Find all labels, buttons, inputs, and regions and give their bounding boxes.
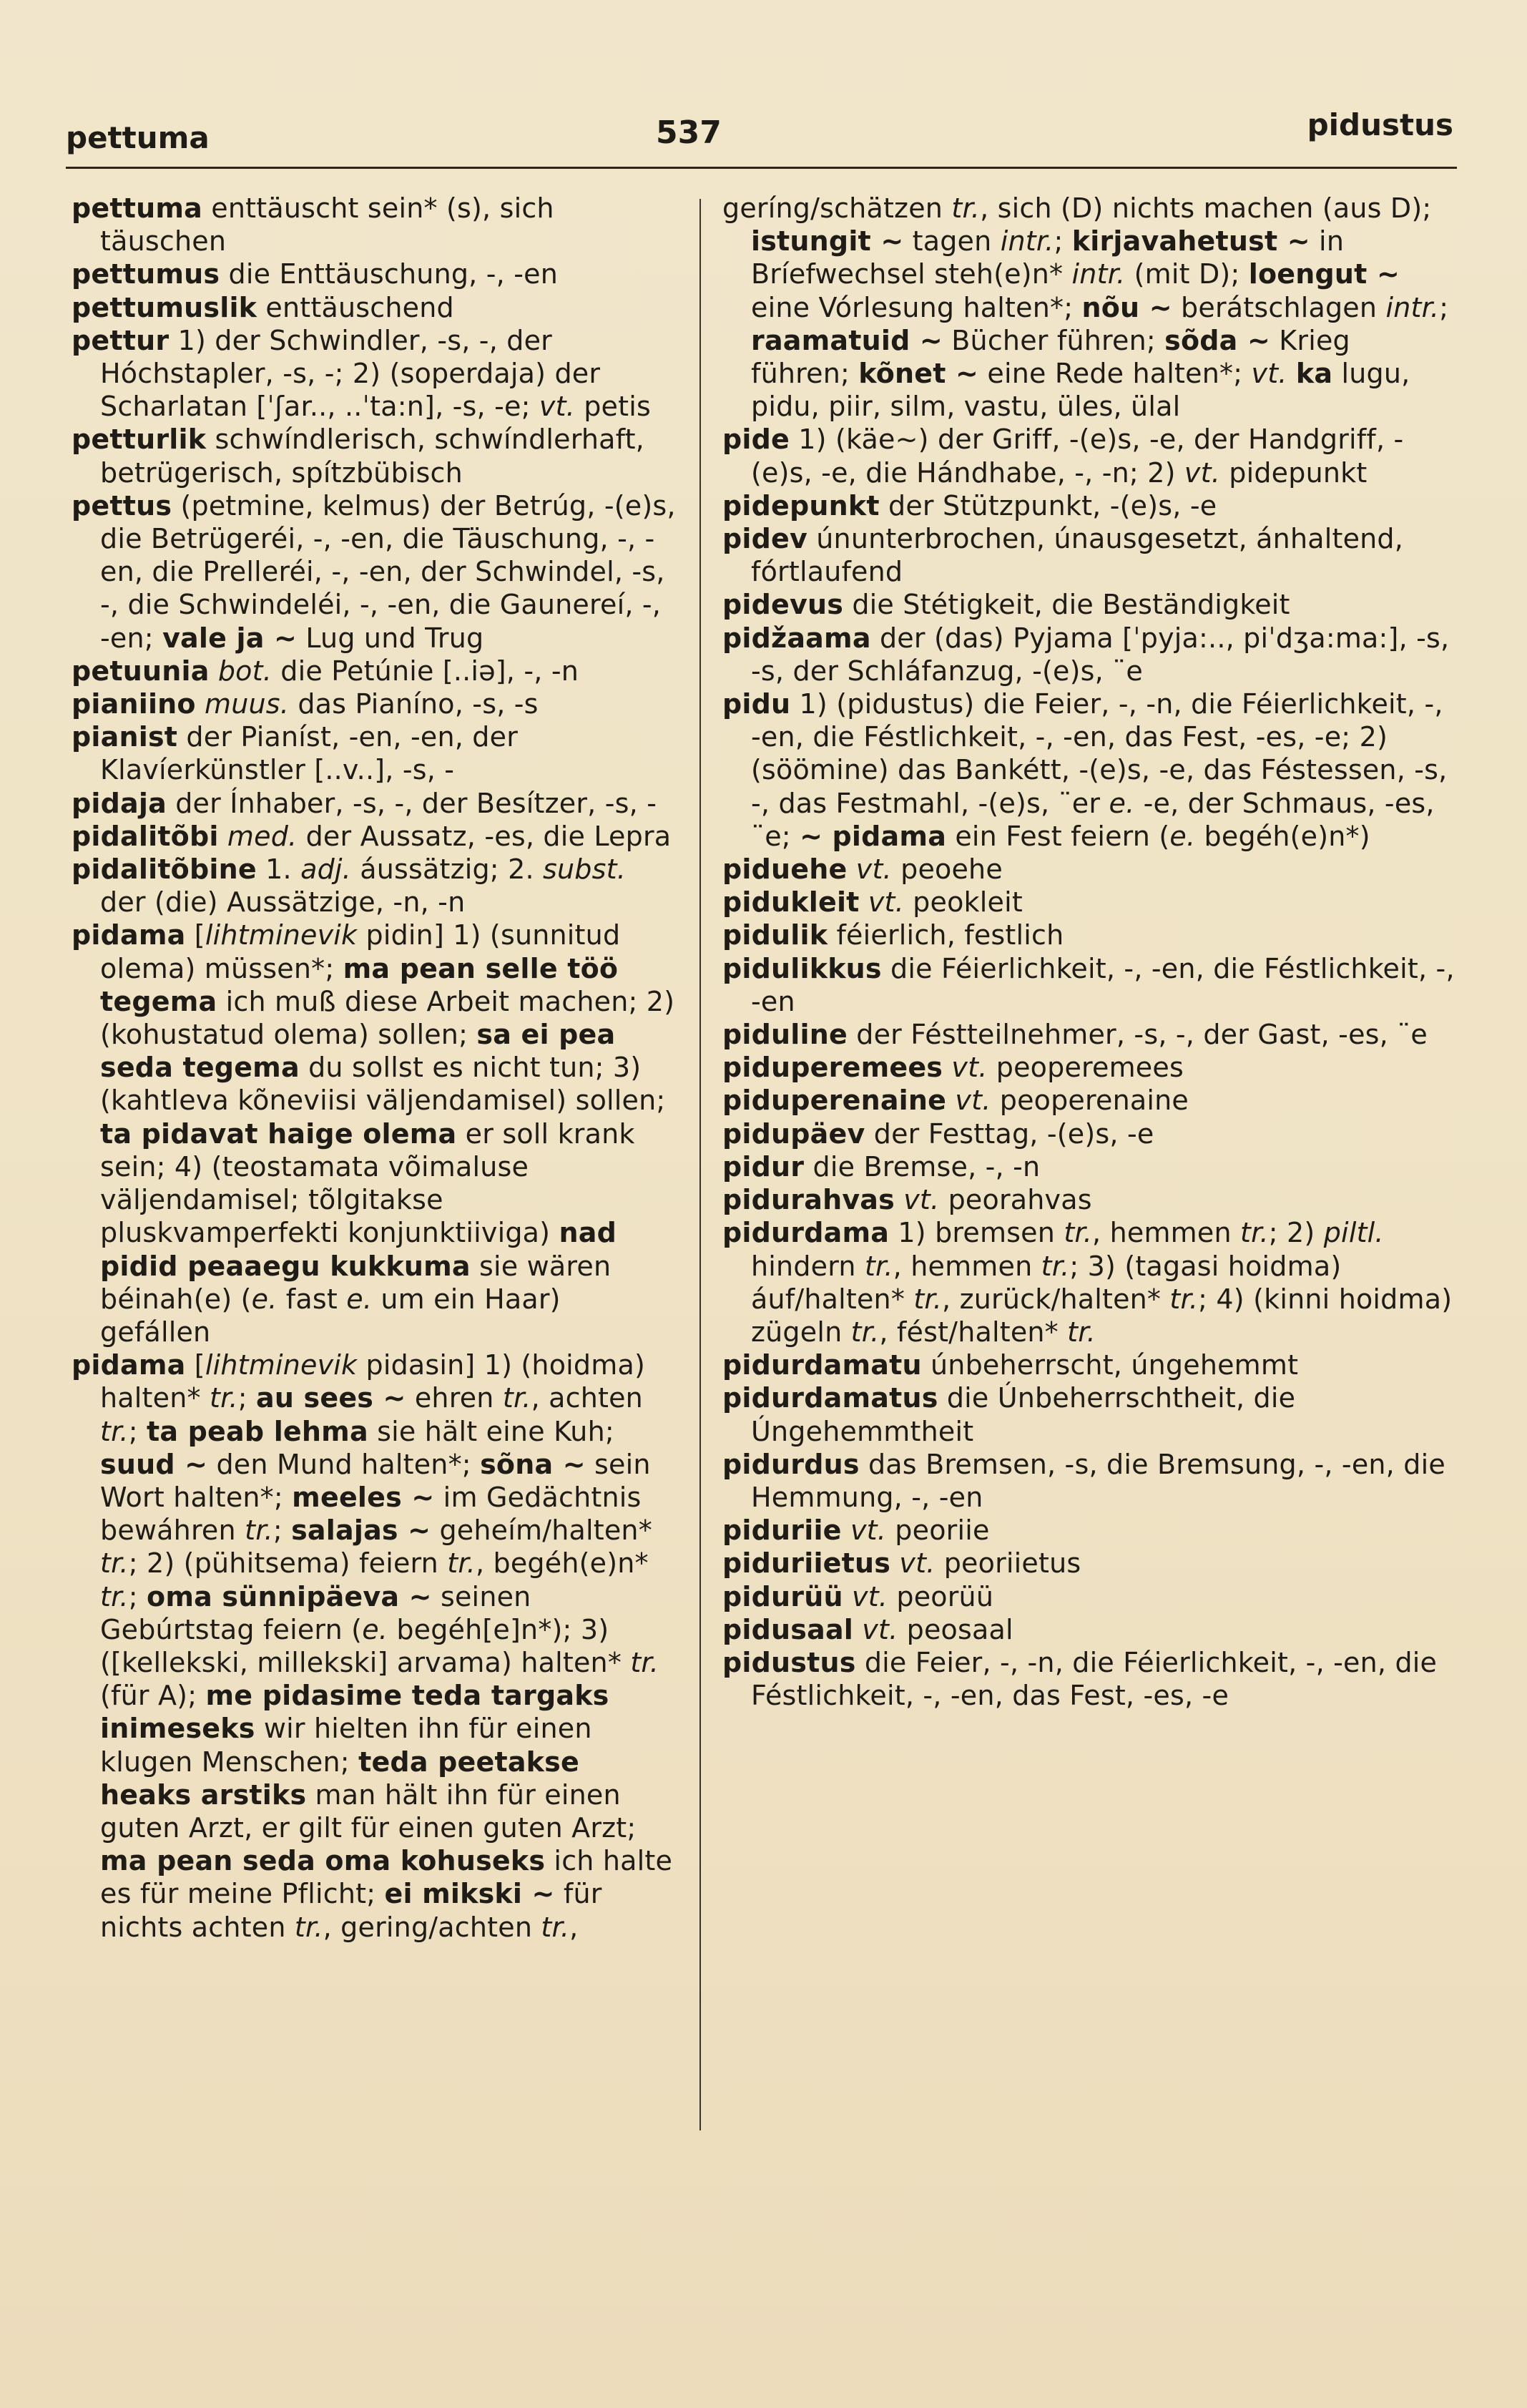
dictionary-entry: pianiino muus. das Pianíno, -s, -s — [72, 688, 539, 720]
dictionary-entry: pidurdamatus die Únbeherrschtheit, die Úngehemmtheit — [722, 1382, 1296, 1447]
dictionary-entry: pidulikkus die Féierlichkeit, -, -en, die Féstlichkeit, -, -en — [722, 952, 1455, 1017]
header-last-entry: pidustus — [1307, 107, 1453, 142]
dictionary-entry: pidepunkt der Stützpunkt, -(e)s, -e — [722, 489, 1217, 522]
dictionary-entry: piduperenaine vt. peoperenaine — [722, 1085, 1189, 1117]
dictionary-entry: pidžaama der (das) Pyjama [ˈpyja:.., piˈdʒa:ma:], -s, -s, der Schláfanzug, -(e)s, ¨e — [722, 622, 1450, 687]
dictionary-entry: petuunia bot. die Petúnie [..iə], -, -n — [72, 655, 579, 687]
dictionary-entry: pianist der Pianíst, -en, -en, der Klavíerkünstler [..v..], -s, - — [72, 721, 519, 786]
dictionary-entry: pidurahvas vt. peorahvas — [722, 1184, 1092, 1216]
page-header — [66, 107, 1453, 157]
dictionary-entry: pettumus die Enttäuschung, -, -en — [72, 258, 558, 290]
dictionary-entry: pidukleit vt. peokleit — [722, 886, 1023, 919]
dictionary-entry: pidevus die Stétigkeit, die Beständigkeit — [722, 589, 1290, 621]
dictionary-entry: pettus (petmine, kelmus) der Betrúg, -(e)s, die Betrügeréi, -, -en, die Täuschung, -, -en, die Prelleréi, -, -en, der Schwindel, -s, -, die Schwindeléi, -, -en, die Gaunereí, -, -en; vale ja ~ Lug und Trug — [72, 489, 676, 654]
dictionary-entry: pidalitõbi med. der Aussatz, -es, die Lepra — [72, 820, 672, 852]
dictionary-entry: pidaja der Ínhaber, -s, -, der Besítzer, -s, - — [72, 787, 657, 819]
dictionary-entry: pidur die Bremse, -, -n — [722, 1150, 1041, 1183]
dictionary-entry: piduehe vt. peoehe — [722, 853, 1003, 886]
right-column — [722, 192, 1455, 1712]
dictionary-entry: pidalitõbine 1. adj. áussätzig; 2. subst. der (die) Aussätzige, -n, -n — [72, 853, 626, 919]
dictionary-entry: pidurdamatu únbeherrscht, úngehemmt — [722, 1349, 1299, 1381]
dictionary-entry: pettur 1) der Schwindler, -s, -, der Hóchstapler, -s, -; 2) (soperdaja) der Scharlatan [ˈʃar.., ..ˈta:n], -s, -e; vt. petis — [72, 324, 651, 423]
dictionary-entry: pidurüü vt. peorüü — [722, 1580, 994, 1612]
dictionary-entry: pidurdama 1) bremsen tr., hemmen tr.; 2) piltl. hindern tr., hemmen tr.; 3) (tagasi hoidma) áuf/halten* tr., zurück/halten* tr.; 4) (kinni hoidma) zügeln tr., fést/halten* tr. — [722, 1217, 1453, 1348]
dictionary-entry: pidustus die Feier, -, -n, die Féierlichkeit, -, -en, die Féstlichkeit, -, -en, das Fest, -es, -e — [722, 1646, 1438, 1712]
dictionary-entry: piduline der Féstteilnehmer, -s, -, der Gast, -es, ¨e — [722, 1019, 1428, 1051]
header-rule — [66, 167, 1457, 169]
dictionary-entry: pettuma enttäuscht sein* (s), sich täuschen — [72, 192, 554, 258]
left-column — [72, 192, 679, 1944]
dictionary-entry: piduriie vt. peoriie — [722, 1514, 990, 1547]
dictionary-entry: pettumuslik enttäuschend — [72, 291, 454, 323]
dictionary-entry: geríng/schätzen tr., sich (D) nichts machen (aus D); istungit ~ tagen intr.; kirjavahetust ~ in Bríefwechsel steh(e)n* intr. (mit D); loengut ~ eine Vórlesung halten*; nõu ~ berátschlagen intr.; raamatuid ~ Bücher führen; sõda ~ Krieg führen; kõnet ~ eine Rede halten*; vt. ka lugu, pidu, piir, silm, vastu, üles, ülal — [722, 192, 1449, 423]
dictionary-entry: pidama [lihtminevik pidasin] 1) (hoidma) halten* tr.; au sees ~ ehren tr., achten tr.; ta peab lehma sie hält eine Kuh; suud ~ den Mund halten*; sõna ~ sein Wort halten*; meeles ~ im Gedächtnis bewáhren tr.; salajas ~ geheím/halten* tr.; 2) (pühitsema) feiern tr., begéh(e)n* tr.; oma sünnipäeva ~ seinen Gebúrtstag feiern (e. begéh[e]n*); 3) ([kellekski, millekski] arvama) halten* tr. (für A); me pidasime teda targaks inimeseks wir hielten ihn für einen klugen Menschen; teda peetakse heaks arstiks man hält ihn für einen guten Arzt, er gilt für einen guten Arzt; ma pean seda oma kohuseks ich halte es für meine Pflicht; ei mikski ~ für nichts achten tr., gering/achten tr., — [72, 1349, 673, 1943]
dictionary-entry: pidu 1) (pidustus) die Feier, -, -n, die Féierlichkeit, -, -en, die Féstlichkeit, -, -en, das Fest, -es, -e; 2) (söömine) das Bankétt, -(e)s, -e, das Féstessen, -s, -, das Festmahl, -(e)s, ¨er e. -e, der Schmaus, -es, ¨e; ~ pidama ein Fest feiern (e. begéh(e)n*) — [722, 688, 1448, 852]
header-first-entry: pettuma — [66, 120, 210, 155]
dictionary-entry: piduriietus vt. peoriietus — [722, 1547, 1081, 1580]
dictionary-entry: pidulik féierlich, festlich — [722, 919, 1064, 951]
dictionary-entry: pidupäev der Festtag, -(e)s, -e — [722, 1117, 1154, 1150]
dictionary-entry: pidurdus das Bremsen, -s, die Bremsung, -, -en, die Hemmung, -, -en — [722, 1448, 1445, 1513]
dictionary-entry: petturlik schwíndlerisch, schwíndlerhaft, betrügerisch, spítzbübisch — [72, 424, 644, 489]
column-divider — [699, 199, 701, 2130]
dictionary-entry: pidama [lihtminevik pidin] 1) (sunnitud olema) müssen*; ma pean selle töö tegema ich muß diese Arbeit machen; 2) (kohustatud olema) sollen; sa ei pea seda tegema du sollst es nicht tun; 3) (kahtleva kõneviisi väljendamisel) sollen; ta pidavat haige olema er soll krank sein; 4) (teostamata võimaluse väljendamisel; tõlgitakse pluskvamperfekti konjunktiiviga) nad pidid peaaegu kukkuma sie wären béinah(e) (e. fast e. um ein Haar) gefállen — [72, 919, 675, 1348]
dictionary-entry: pidev únunterbrochen, únausgesetzt, ánhaltend, fórtlaufend — [722, 523, 1404, 588]
dictionary-entry: pidusaal vt. peosaal — [722, 1613, 1013, 1645]
page-number: 537 — [656, 114, 722, 151]
dictionary-entry: piduperemees vt. peoperemees — [722, 1052, 1184, 1084]
dictionary-entry: pide 1) (käe~) der Griff, -(e)s, -e, der Handgriff, -(e)s, -e, die Hándhabe, -, -n; 2) vt. pidepunkt — [722, 424, 1404, 489]
